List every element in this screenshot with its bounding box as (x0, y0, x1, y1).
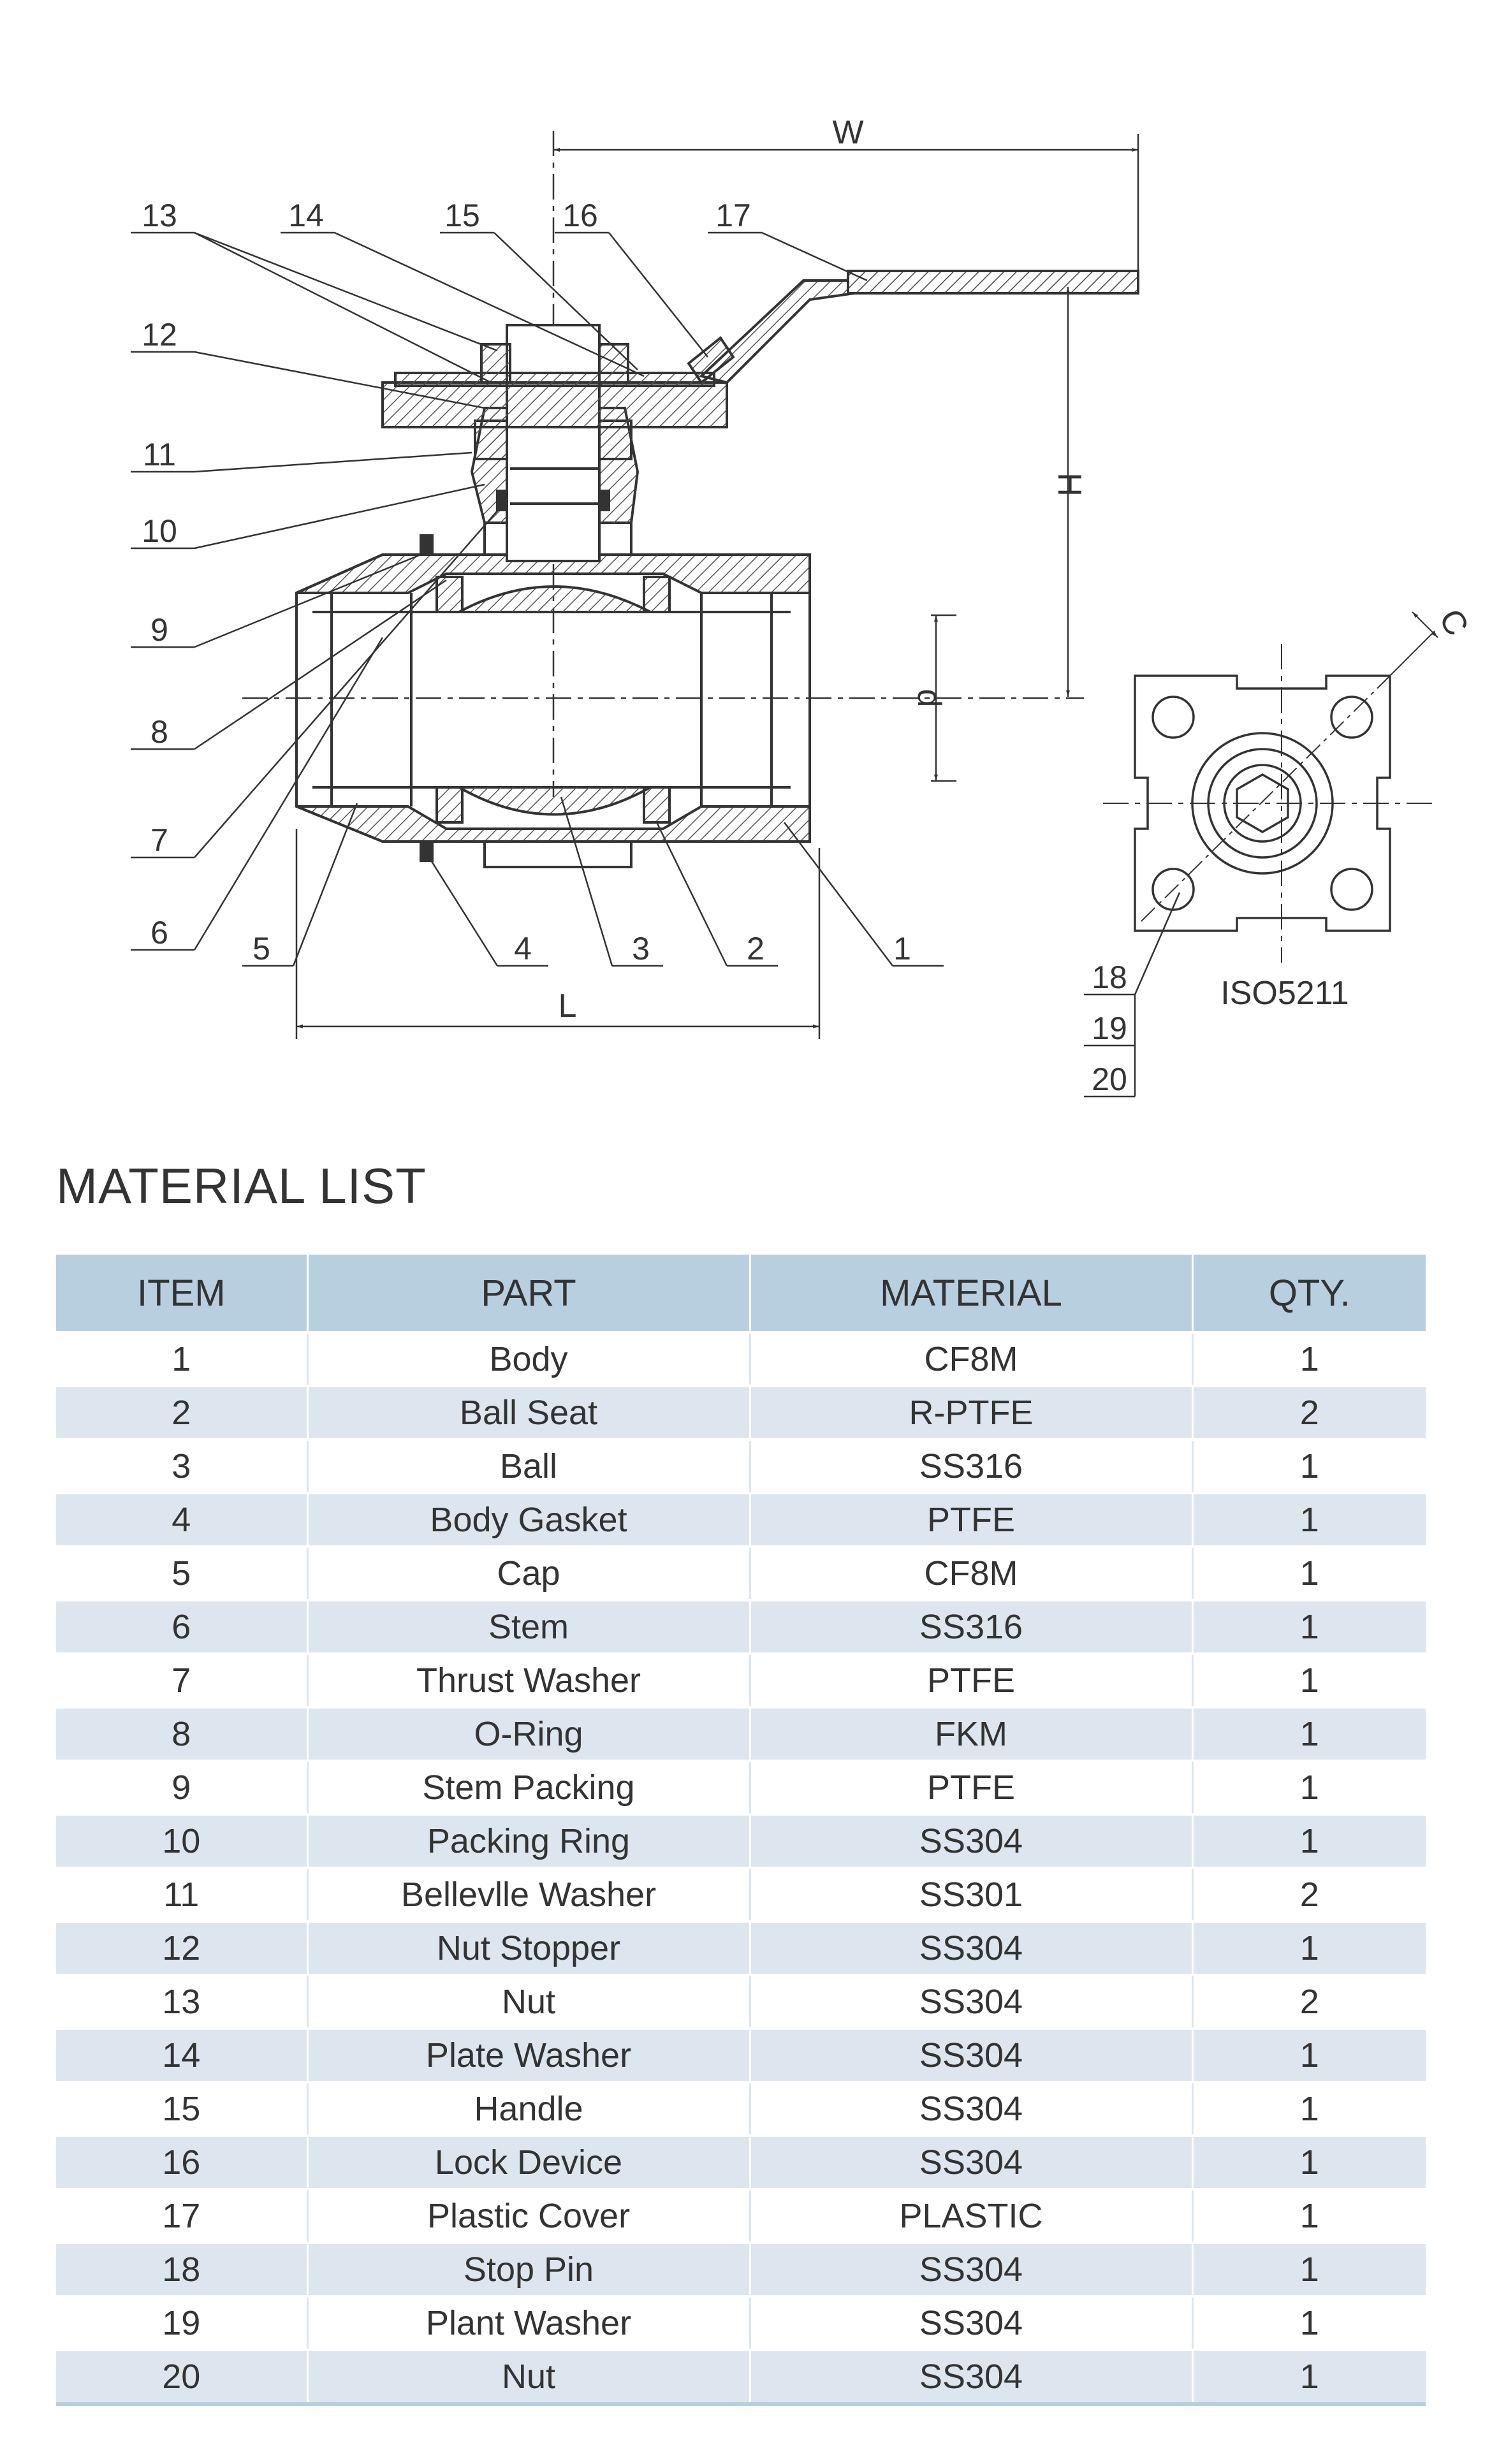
cell-item: 20 (56, 2350, 307, 2404)
cell-item: 11 (56, 1868, 307, 1921)
callout-8: 8 (150, 714, 168, 750)
cell-material: SS304 (750, 2136, 1192, 2189)
callout-14: 14 (288, 198, 324, 233)
cell-item: 17 (56, 2189, 307, 2243)
callout-leaders (131, 233, 1180, 1097)
cell-part: Stop Pin (307, 2243, 750, 2296)
dimension-C: C (1431, 602, 1476, 643)
cell-qty: 1 (1192, 1707, 1426, 1761)
cell-material: SS304 (750, 2350, 1192, 2404)
cell-material: PLASTIC (750, 2189, 1192, 2243)
table-row (56, 1868, 1426, 1921)
cell-qty: 1 (1192, 1600, 1426, 1654)
cell-part: Plastic Cover (307, 2189, 750, 2243)
cell-part: Packing Ring (307, 1814, 750, 1868)
cell-item: 4 (56, 1493, 307, 1547)
cell-item: 15 (56, 2082, 307, 2136)
cell-item: 8 (56, 1707, 307, 1761)
table-row (56, 1707, 1426, 1761)
column-header-qty: QTY. (1192, 1255, 1426, 1332)
cell-item: 7 (56, 1654, 307, 1707)
cell-qty: 1 (1192, 2082, 1426, 2136)
table-row (56, 1547, 1426, 1600)
table-row (56, 1975, 1426, 2029)
cell-qty: 1 (1192, 2029, 1426, 2082)
cell-qty: 1 (1192, 2350, 1426, 2404)
callout-19: 19 (1092, 1010, 1127, 1046)
valve-assembly-drawing (0, 0, 1499, 1122)
table-row (56, 2243, 1426, 2296)
cell-material: SS304 (750, 2082, 1192, 2136)
cell-material: SS304 (750, 1814, 1192, 1868)
cell-item: 3 (56, 1440, 307, 1493)
callout-9: 9 (150, 612, 168, 648)
cell-part: Cap (307, 1547, 750, 1600)
cell-item: 14 (56, 2029, 307, 2082)
cell-part: Body Gasket (307, 1493, 750, 1547)
cell-part: Lock Device (307, 2136, 750, 2189)
cell-qty: 2 (1192, 1975, 1426, 2029)
cell-qty: 1 (1192, 1921, 1426, 1975)
cell-part: Bellevlle Washer (307, 1868, 750, 1921)
callout-11: 11 (143, 437, 176, 472)
callout-15: 15 (444, 198, 480, 233)
cell-item: 5 (56, 1547, 307, 1600)
cell-material: SS304 (750, 2296, 1192, 2350)
cell-part: Plant Washer (307, 2296, 750, 2350)
cell-material: FKM (750, 1707, 1192, 1761)
column-header-material: MATERIAL (750, 1255, 1192, 1332)
dimension-W: W (832, 114, 864, 151)
cell-qty: 1 (1192, 1814, 1426, 1868)
callout-13: 13 (142, 198, 177, 233)
callout-7: 7 (150, 822, 168, 858)
callout-6: 6 (150, 915, 168, 951)
callout-4: 4 (514, 931, 532, 966)
cell-item: 19 (56, 2296, 307, 2350)
cell-item: 10 (56, 1814, 307, 1868)
cell-part: Stem (307, 1600, 750, 1654)
cell-item: 16 (56, 2136, 307, 2189)
table-row (56, 1921, 1426, 1975)
cell-material: SS304 (750, 1975, 1192, 2029)
cell-qty: 1 (1192, 1547, 1426, 1600)
cell-material: PTFE (750, 1654, 1192, 1707)
cell-material: PTFE (750, 1761, 1192, 1814)
cell-part: Nut (307, 1975, 750, 2029)
callout-2: 2 (747, 931, 764, 966)
callout-5: 5 (252, 931, 270, 966)
cell-material: SS316 (750, 1600, 1192, 1654)
cell-qty: 1 (1192, 1761, 1426, 1814)
table-row (56, 2350, 1426, 2404)
table-header-row (56, 1255, 1426, 1332)
cell-qty: 1 (1192, 1332, 1426, 1386)
table-row (56, 1493, 1426, 1547)
cell-qty: 1 (1192, 1654, 1426, 1707)
table-row (56, 1654, 1426, 1707)
material-list-title: MATERIAL LIST (56, 1158, 427, 1214)
callout-10: 10 (142, 513, 177, 549)
cell-material: R-PTFE (750, 1386, 1192, 1440)
cell-qty: 1 (1192, 2296, 1426, 2350)
cell-part: Handle (307, 2082, 750, 2136)
table-row (56, 1761, 1426, 1814)
cell-qty: 2 (1192, 1868, 1426, 1921)
table-row (56, 2082, 1426, 2136)
table-row (56, 2189, 1426, 2243)
callout-18: 18 (1092, 959, 1127, 995)
cell-part: Nut Stopper (307, 1921, 750, 1975)
table-row (56, 2136, 1426, 2189)
cell-item: 6 (56, 1600, 307, 1654)
cell-part: Plate Washer (307, 2029, 750, 2082)
cell-item: 12 (56, 1921, 307, 1975)
column-header-part: PART (307, 1255, 750, 1332)
cell-qty: 1 (1192, 2136, 1426, 2189)
table-row (56, 1600, 1426, 1654)
cell-qty: 1 (1192, 2189, 1426, 2243)
table-row (56, 1814, 1426, 1868)
cell-part: Ball Seat (307, 1386, 750, 1440)
dimension-H: H (1051, 472, 1088, 497)
cell-material: SS304 (750, 1921, 1192, 1975)
table-row (56, 1440, 1426, 1493)
material-list-body (56, 1332, 1426, 2404)
cell-material: CF8M (750, 1547, 1192, 1600)
dimension-L: L (558, 988, 577, 1024)
cell-item: 18 (56, 2243, 307, 2296)
cell-material: SS316 (750, 1440, 1192, 1493)
cell-item: 13 (56, 1975, 307, 2029)
cell-qty: 1 (1192, 1440, 1426, 1493)
cell-item: 2 (56, 1386, 307, 1440)
cell-qty: 1 (1192, 2243, 1426, 2296)
callout-17: 17 (715, 198, 751, 233)
cell-material: SS304 (750, 2029, 1192, 2082)
cell-qty: 2 (1192, 1386, 1426, 1440)
cell-part: Ball (307, 1440, 750, 1493)
cell-material: CF8M (750, 1332, 1192, 1386)
callout-numbers (142, 198, 1127, 1097)
table-row (56, 2029, 1426, 2082)
callout-1: 1 (893, 931, 911, 966)
cell-part: Stem Packing (307, 1761, 750, 1814)
valve-section-view (242, 131, 1138, 867)
cell-part: Thrust Washer (307, 1654, 750, 1707)
cell-material: SS301 (750, 1868, 1192, 1921)
table-row (56, 1332, 1426, 1386)
column-header-item: ITEM (56, 1255, 307, 1332)
cell-item: 9 (56, 1761, 307, 1814)
callout-12: 12 (142, 317, 177, 353)
cell-part: Body (307, 1332, 750, 1386)
material-list-table (56, 1255, 1426, 2406)
callout-3: 3 (632, 931, 650, 966)
callout-16: 16 (562, 198, 598, 233)
dimension-d: d (910, 689, 947, 708)
cell-part: Nut (307, 2350, 750, 2404)
cell-qty: 1 (1192, 1493, 1426, 1547)
flange-top-view (1103, 612, 1438, 963)
table-row (56, 2296, 1426, 2350)
cell-material: SS304 (750, 2243, 1192, 2296)
callout-20: 20 (1092, 1061, 1127, 1097)
cell-material: PTFE (750, 1493, 1192, 1547)
cell-item: 1 (56, 1332, 307, 1386)
flange-standard-label: ISO5211 (1220, 975, 1349, 1012)
table-row (56, 1386, 1426, 1440)
cell-part: O-Ring (307, 1707, 750, 1761)
